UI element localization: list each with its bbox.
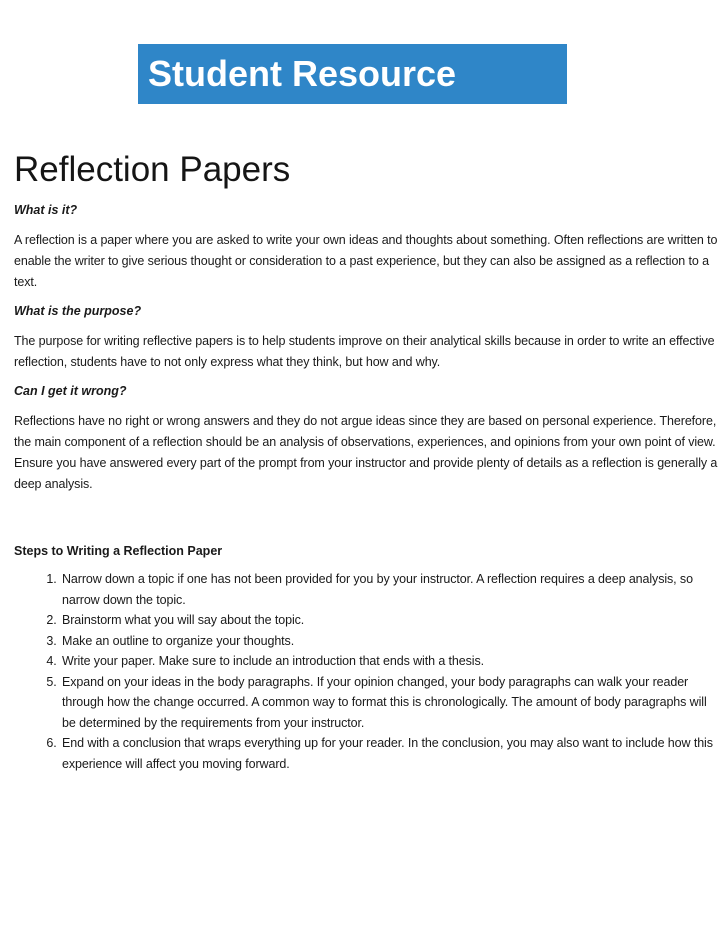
section-heading: What is the purpose?: [14, 304, 142, 318]
section-can-i-get-it-wrong: [14, 383, 718, 495]
header-banner: [138, 44, 567, 104]
section-paragraph: Reflections have no right or wrong answers and they do not argue ideas since they are based on personal experience. Therefore, the main component of a reflection should be an analysis of observations, experiences, and opinions from your own point of view. Ensure you have answered every part of the prompt from your instructor and provide plenty of details as a reflection is generally a deep analysis.: [14, 414, 718, 491]
banner-title: Student Resource: [148, 53, 457, 94]
section-purpose: [14, 303, 718, 373]
step-item: 5. Expand on your ideas in the body paragraphs. If your opinion changed, your body paragraphs can walk your reader through how the change occurred. A common way to format this is chronologically. The amount of body paragraphs will be determined by the requirements from your instructor.: [60, 672, 718, 734]
section-paragraph: The purpose for writing reflective papers is to help students improve on their analytical skills because in order to write an effective reflection, students have to not only express what they think, but how and why.: [14, 334, 715, 369]
section-heading: Can I get it wrong?: [14, 384, 127, 398]
steps-heading: Steps to Writing a Reflection Paper: [14, 544, 223, 558]
section-paragraph: A reflection is a paper where you are asked to write your own ideas and thoughts about something. Often reflections are written to enable the writer to give serious thought or consideration to a past experience, but they can also be assigned as a reflection to a text.: [14, 233, 718, 289]
page-title: Reflection Papers: [14, 150, 291, 189]
step-item: 1. Narrow down a topic if one has not been provided for you by your instructor. A reflection requires a deep analysis, so narrow down the topic.: [60, 569, 718, 610]
section-heading: What is it?: [14, 203, 78, 217]
section-what-is-it: [14, 202, 718, 293]
document-body: [14, 150, 718, 774]
step-item: 2. Brainstorm what you will say about the topic.: [60, 610, 718, 631]
steps-section: [14, 543, 718, 774]
steps-list: [14, 569, 718, 774]
step-item: 6. End with a conclusion that wraps everything up for your reader. In the conclusion, you may also want to include how this experience will affect you moving forward.: [60, 733, 718, 774]
step-item: 4. Write your paper. Make sure to include an introduction that ends with a thesis.: [60, 651, 718, 672]
step-item: 3. Make an outline to organize your thoughts.: [60, 631, 718, 652]
